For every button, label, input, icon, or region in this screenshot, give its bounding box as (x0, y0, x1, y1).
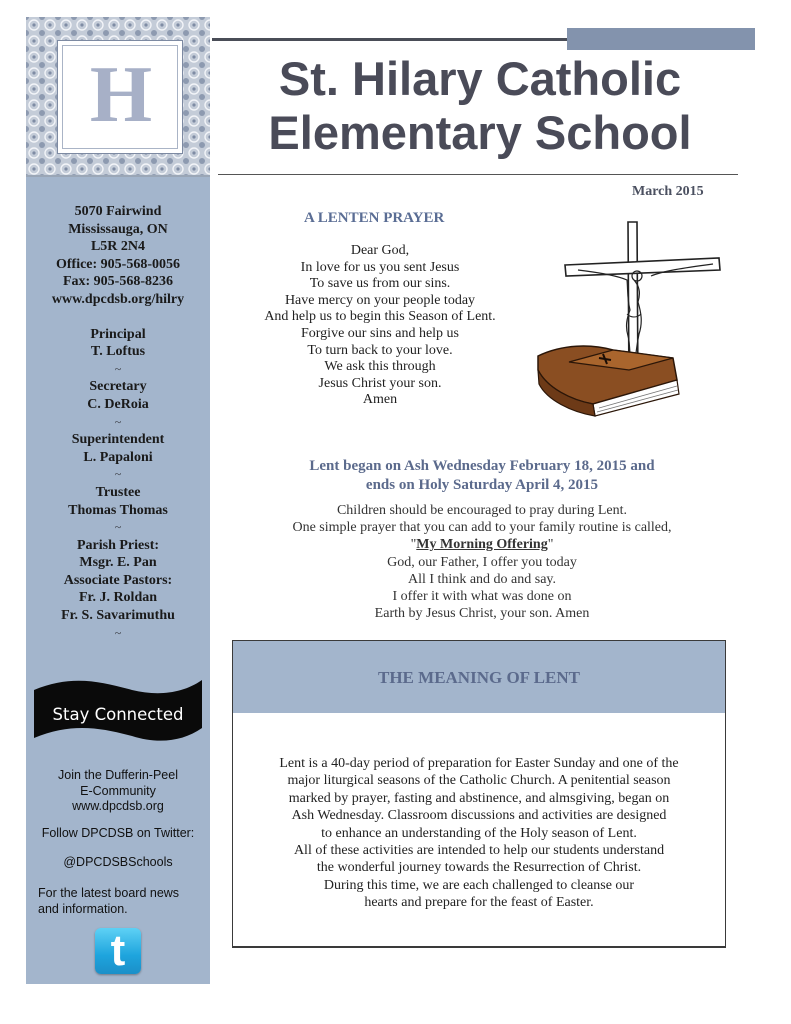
principal-name: T. Loftus (90, 344, 146, 360)
meaning-line: All of these activities are intended to help our students understand (293, 843, 665, 859)
school-logo (26, 17, 210, 177)
prayer-line: Amen (362, 392, 398, 408)
prayer-title: A LENTEN PRAYER (304, 210, 445, 226)
logo-frame (57, 40, 183, 154)
prayer-line: To save us from our sins. (309, 276, 451, 292)
lent-heading-line: ends on Holy Saturday April 4, 2015 (365, 477, 599, 493)
parish-priest-name: Msgr. E. Pan (79, 555, 157, 571)
meaning-line: Lent is a 40-day period of preparation for Easter Sunday and one of the (279, 756, 679, 771)
offering-intro: One simple prayer that you can add to your family routine is called, (292, 520, 672, 536)
header-rule-bottom (218, 174, 738, 175)
fax-number: Fax: 905-568-8236 (62, 274, 174, 290)
secretary-name: C. DeRoia (87, 396, 149, 412)
secretary-label: Secretary (89, 379, 147, 395)
school-name (220, 52, 740, 160)
offering-title-line: "My Morning Offering" (410, 537, 554, 553)
issue-date: March 2015 (632, 184, 704, 199)
meaning-line: hearts and prepare for the feast of Easter. (364, 895, 594, 911)
twitter-glyph: t (110, 926, 126, 975)
offering-line: All I think and do and say. (407, 571, 556, 587)
crucifix-and-bible-image (533, 218, 723, 418)
lent-dates-heading (240, 457, 724, 495)
meaning-line: to enhance an understanding of the Holy season of Lent. (321, 825, 637, 841)
address-city: Mississauga, ON (68, 221, 168, 237)
offering-line: God, our Father, I offer you today (387, 554, 577, 570)
school-name-line: St. Hilary Catholic (278, 52, 682, 105)
contact-info (26, 203, 210, 642)
meaning-line: major liturgical seasons of the Catholic Church. A penitential season (287, 773, 671, 789)
offering-line: I offer it with what was done on (392, 589, 572, 605)
superintendent-label: Superintendent (71, 432, 165, 448)
meaning-body (243, 755, 715, 912)
offering-intro: Children should be encouraged to pray during Lent. (336, 503, 628, 518)
school-website-link[interactable]: www.dpcdsb.org/hilry (51, 291, 185, 307)
separator: ~ (114, 520, 122, 535)
prayer-line: We ask this through (324, 359, 436, 375)
board-news-text: For the latest board news and information. (38, 886, 180, 916)
join-line: E-Community (80, 783, 156, 798)
prayer-line: Have mercy on your people today (284, 292, 476, 308)
separator: ~ (114, 625, 122, 640)
trustee-label: Trustee (95, 484, 141, 500)
meaning-header (233, 641, 725, 713)
lenten-prayer (240, 243, 520, 409)
board-website-link[interactable]: www.dpcdsb.org (72, 799, 164, 813)
principal-label: Principal (90, 326, 146, 342)
address-postal: L5R 2N4 (90, 239, 146, 255)
join-line: Join the Dufferin-Peel (58, 768, 178, 782)
logo-letter: H (89, 51, 151, 139)
prayer-line: And help us to begin this Season of Lent. (264, 309, 496, 325)
twitter-icon[interactable] (95, 928, 141, 974)
parish-priest-label: Parish Priest: (76, 537, 160, 553)
prayer-line: Jesus Christ your son. (318, 375, 442, 391)
offering-line: Earth by Jesus Christ, your son. Amen (374, 606, 590, 622)
offering-title: My Morning Offering (416, 537, 548, 553)
school-name-line: Elementary School (268, 106, 692, 159)
twitter-follow-text: Follow DPCDSB on Twitter: (41, 826, 195, 840)
twitter-handle-link[interactable]: @DPCDSBSchools (63, 855, 173, 869)
associate-pastor-name: Fr. J. Roldan (78, 590, 158, 606)
prayer-line: To turn back to your love. (307, 342, 453, 358)
morning-offering-section (240, 502, 724, 622)
prayer-line: Dear God, (350, 243, 410, 258)
address-street: 5070 Fairwind (74, 204, 162, 219)
sidebar (26, 17, 210, 984)
associate-pastors-label: Associate Pastors: (63, 572, 173, 588)
stay-connected-title: Stay Connected (52, 705, 184, 724)
prayer-line: In love for us you sent Jesus (300, 259, 460, 275)
join-e-community (26, 768, 210, 815)
prayer-line: Forgive our sins and help us (300, 325, 459, 341)
lent-heading-line: Lent began on Ash Wednesday February 18, 2015 and (309, 458, 655, 474)
meaning-line: Ash Wednesday. Classroom discussions and activities are designed (291, 808, 667, 824)
associate-pastor-name: Fr. S. Savarimuthu (61, 608, 175, 624)
meaning-line: the wonderful journey towards the Resurrection of Christ. (316, 860, 642, 876)
meaning-of-lent-box (232, 640, 726, 948)
separator: ~ (114, 467, 122, 482)
meaning-title: THE MEANING OF LENT (378, 668, 580, 687)
superintendent-name: L. Papaloni (83, 449, 153, 465)
separator: ~ (114, 361, 122, 376)
trustee-name: Thomas Thomas (68, 502, 168, 518)
header-accent-bar (567, 28, 755, 50)
meaning-line: During this time, we are each challenged to cleanse our (323, 877, 635, 893)
office-phone: Office: 905-568-0056 (55, 256, 181, 272)
separator: ~ (114, 414, 122, 429)
meaning-line: marked by prayer, fasting and abstinence, and almsgiving, began on (288, 790, 670, 806)
